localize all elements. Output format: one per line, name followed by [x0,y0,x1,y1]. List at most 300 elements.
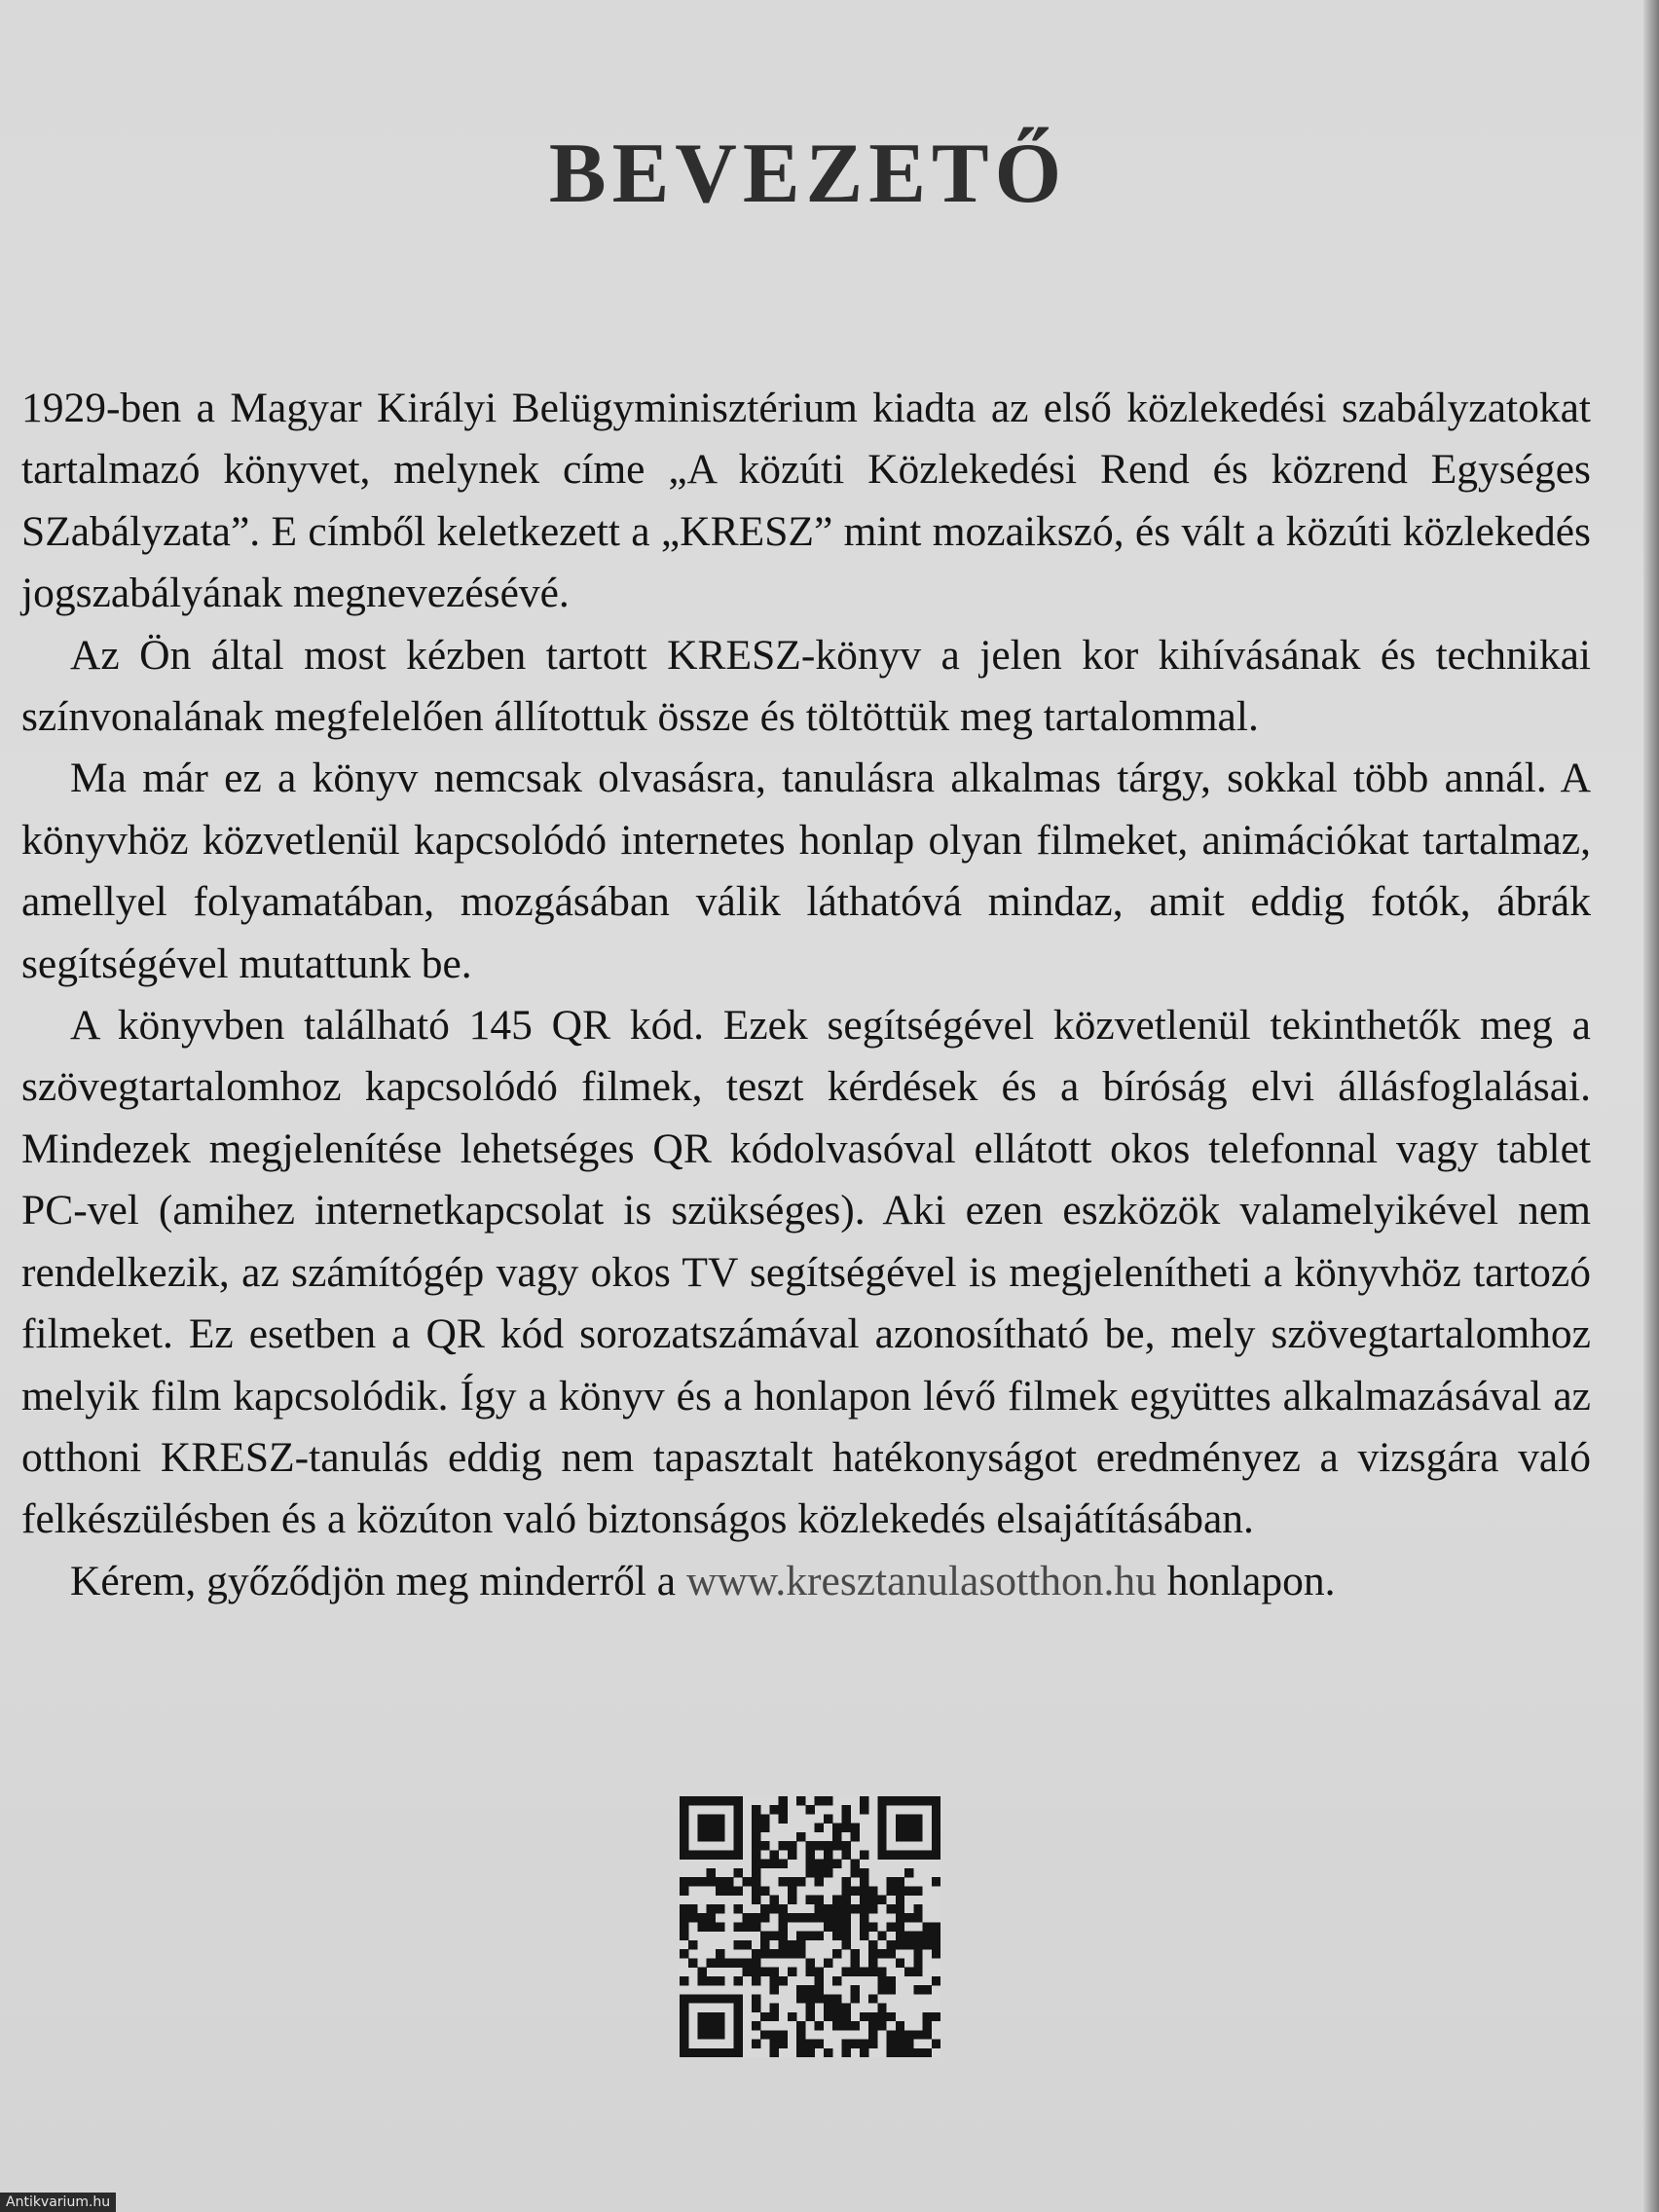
qr-module [707,1913,716,1922]
qr-module [860,1968,868,1976]
qr-module [841,1932,850,1940]
qr-module [815,1913,824,1922]
qr-module [923,2048,932,2057]
qr-module [923,1940,932,1949]
body-text [21,378,1591,1612]
qr-module [680,1850,688,1859]
qr-module [707,1877,716,1886]
qr-module [860,1932,868,1940]
qr-module [724,1958,733,1967]
qr-module [697,2030,706,2039]
qr-module [680,1814,688,1823]
qr-module [841,1896,850,1904]
qr-module [877,1850,886,1859]
qr-module [697,1976,706,1985]
qr-module [680,1976,688,1985]
qr-module [851,1886,860,1895]
qr-module [733,2040,742,2048]
qr-module [860,1886,868,1895]
qr-module [841,2021,850,2030]
qr-module [868,1922,877,1931]
qr-module [805,1958,814,1967]
qr-module [841,2012,850,2021]
qr-module [697,1824,706,1832]
qr-module [841,1841,850,1850]
qr-module [680,1805,688,1814]
qr-module [851,1824,860,1832]
qr-module [733,1796,742,1805]
qr-module [752,1949,760,1958]
qr-module [896,1824,904,1832]
qr-module [904,1850,913,1859]
qr-module [779,1841,788,1850]
qr-module [805,1868,814,1877]
qr-module [752,2021,760,2030]
qr-module [815,1994,824,2003]
qr-module [688,1994,697,2003]
qr-module [877,2021,886,2030]
qr-module [707,1824,716,1832]
qr-module [841,1904,850,1913]
qr-module [932,1940,940,1949]
qr-module [788,1841,796,1850]
qr-module [841,1805,850,1814]
qr-module [815,1896,824,1904]
qr-module [860,1904,868,1913]
qr-module [805,1968,814,1976]
qr-module [716,1994,724,2003]
qr-module [932,1805,940,1814]
qr-module [680,1932,688,1940]
qr-module [851,1958,860,1967]
page-title: BEVEZETŐ [548,127,1068,221]
qr-module [923,1932,932,1940]
qr-module [697,1832,706,1841]
qr-module [913,1949,922,1958]
qr-module [733,1886,742,1895]
qr-module [877,1976,886,1985]
qr-module [733,1824,742,1832]
qr-module [896,1958,904,1967]
qr-module [688,1958,697,1967]
qr-module [733,1868,742,1877]
qr-module [743,1940,752,1949]
qr-module [887,1850,896,1859]
qr-module [779,1932,788,1940]
qr-module [932,1841,940,1850]
qr-module [796,1877,805,1886]
qr-module [733,1922,742,1931]
qr-module [887,2040,896,2048]
qr-module [887,1949,896,1958]
qr-module [788,1940,796,1949]
qr-module [779,2040,788,2048]
qr-module [841,1814,850,1823]
qr-module [779,1805,788,1814]
qr-module [832,1841,841,1850]
qr-module [716,1949,724,1958]
qr-module [824,1994,832,2003]
qr-module [724,1850,733,1859]
qr-module [832,1860,841,1868]
qr-module [832,1932,841,1940]
qr-module [779,1913,788,1922]
qr-module [860,1913,868,1922]
qr-module [904,1824,913,1832]
qr-module [923,2021,932,2030]
qr-module [913,1832,922,1841]
qr-module [896,2021,904,2030]
qr-module [688,1877,697,1886]
qr-module [860,1896,868,1904]
qr-module [733,1976,742,1985]
qr-module [805,1841,814,1850]
qr-module [877,2004,886,2012]
qr-module [760,1814,769,1823]
qr-module [841,1940,850,1949]
qr-module [932,1832,940,1841]
qr-module [896,1922,904,1931]
qr-module [707,1958,716,1967]
qr-module [824,1922,832,1931]
qr-module [841,1922,850,1931]
qr-module [896,1796,904,1805]
qr-module [841,1913,850,1922]
qr-module [832,1832,841,1841]
qr-module [860,2040,868,2048]
qr-module [887,2048,896,2057]
qr-module [913,1814,922,1823]
qr-module [841,2040,850,2048]
qr-module [805,1896,814,1904]
qr-module [680,1841,688,1850]
qr-module [832,1994,841,2003]
qr-module [868,1940,877,1949]
qr-module [680,2012,688,2021]
qr-module [860,1877,868,1886]
qr-module [796,1796,805,1805]
qr-module [733,1841,742,1850]
qr-module [815,1877,824,1886]
qr-module [932,1814,940,1823]
qr-module [896,2040,904,2048]
qr-module [680,1886,688,1895]
qr-module [760,1886,769,1895]
qr-module [877,1841,886,1850]
qr-module [851,2021,860,2030]
qr-module [760,1841,769,1850]
qr-module [769,1985,778,1994]
qr-module [697,1994,706,2003]
qr-module [824,2048,832,2057]
qr-module [904,1940,913,1949]
qr-module [779,1922,788,1931]
qr-module [779,1940,788,1949]
qr-module [680,1877,688,1886]
qr-module [788,1886,796,1895]
qr-module [779,1949,788,1958]
qr-module [815,1976,824,1985]
qr-module [688,1796,697,1805]
qr-module [697,1850,706,1859]
qr-module [932,1976,940,1985]
qr-module [923,2030,932,2039]
qr-module [815,1904,824,1913]
website-link[interactable]: www.kresztanulasotthon.hu [685,1557,1157,1604]
qr-module [796,2040,805,2048]
qr-module [716,1904,724,1913]
qr-module [796,1932,805,1940]
qr-module [724,1796,733,1805]
qr-module [697,2012,706,2021]
qr-module [932,1932,940,1940]
qr-module [832,1913,841,1922]
qr-module [752,1896,760,1904]
qr-module [805,1860,814,1868]
qr-module [752,1850,760,1859]
qr-module [752,1805,760,1814]
qr-module [769,2048,778,2057]
qr-module [824,2012,832,2021]
qr-module [913,1985,922,1994]
qr-module [796,1913,805,1922]
qr-module [796,2030,805,2039]
qr-module [760,2030,769,2039]
qr-module [913,1796,922,1805]
qr-module [769,1976,778,1985]
qr-module [868,1896,877,1904]
qr-module [904,2040,913,2048]
qr-module [760,1824,769,1832]
qr-module [796,1994,805,2003]
qr-module [707,1922,716,1931]
qr-module [877,1814,886,1823]
qr-module [752,1958,760,1967]
qr-module [887,1886,896,1895]
qr-module [680,1904,688,1913]
qr-module [707,1994,716,2003]
qr-module [733,2004,742,2012]
qr-module [760,2012,769,2021]
qr-module [932,1850,940,1859]
qr-module [860,1922,868,1931]
qr-module [932,1949,940,1958]
qr-module [887,1976,896,1985]
qr-module [904,1814,913,1823]
qr-module [697,1922,706,1931]
qr-module [743,1968,752,1976]
qr-module [733,1814,742,1823]
qr-module [752,1886,760,1895]
qr-module [805,2012,814,2021]
qr-module [752,1814,760,1823]
qr-module [779,1877,788,1886]
qr-module [788,1913,796,1922]
qr-module [769,1932,778,1940]
qr-module [752,1994,760,2003]
qr-module [824,1850,832,1859]
qr-module [716,1850,724,1859]
qr-module [680,2021,688,2030]
qr-module [733,2012,742,2021]
qr-module [707,1796,716,1805]
qr-module [832,1949,841,1958]
qr-module [868,1904,877,1913]
qr-module [688,1913,697,1922]
qr-module [896,2030,904,2039]
qr-module [688,1940,697,1949]
qr-module [887,1985,896,1994]
page-edge-shadow [1643,0,1659,2212]
qr-module [860,1796,868,1805]
qr-module [743,1913,752,1922]
qr-module [860,1868,868,1877]
qr-module [851,1868,860,1877]
qr-module [752,2040,760,2048]
qr-module [752,1922,760,1931]
qr-module [913,1913,922,1922]
qr-module [769,1949,778,1958]
qr-module [851,1832,860,1841]
qr-module [724,1994,733,2003]
qr-module [752,1976,760,1985]
qr-module [680,1994,688,2003]
qr-module [733,1958,742,1967]
qr-module [841,1968,850,1976]
qr-module [832,2004,841,2012]
qr-module [716,1877,724,1886]
qr-module [697,1913,706,1922]
qr-module [877,1932,886,1940]
qr-module [832,1824,841,1832]
qr-module [760,1904,769,1913]
qr-module [788,1850,796,1859]
qr-module [805,2048,814,2057]
qr-module [752,1824,760,1832]
qr-module [932,2012,940,2021]
qr-module [716,1958,724,1967]
qr-module [815,1796,824,1805]
qr-module [877,2012,886,2021]
qr-module [680,2048,688,2057]
qr-module [815,1860,824,1868]
qr-module [752,1913,760,1922]
qr-module [697,1796,706,1805]
qr-module [923,1850,932,1859]
qr-module [724,2048,733,2057]
qr-module [841,2048,850,2057]
qr-module [841,1824,850,1832]
qr-module [796,1832,805,1841]
qr-module [796,1985,805,1994]
qr-module [752,1860,760,1868]
qr-module [688,1904,697,1913]
qr-module [904,2048,913,2057]
qr-module [716,1832,724,1841]
qr-module [760,1932,769,1940]
qr-module [904,1886,913,1895]
qr-module [743,1922,752,1931]
qr-module [815,1824,824,1832]
qr-module [923,1796,932,1805]
qr-module [896,1896,904,1904]
qr-module [932,1796,940,1805]
qr-module [913,1932,922,1940]
qr-module [733,1805,742,1814]
qr-module [680,2004,688,2012]
qr-module [805,1850,814,1859]
qr-module [752,2004,760,2012]
qr-code-icon [680,1796,940,2057]
qr-module [733,1904,742,1913]
qr-module [896,1814,904,1823]
qr-module [769,1850,778,1859]
qr-module [851,1904,860,1913]
qr-module [913,1940,922,1949]
qr-module [824,1868,832,1877]
qr-module [779,1796,788,1805]
qr-module [796,1940,805,1949]
paragraph-4: A könyvben található 145 QR kód. Ezek segítségével közvetlenül tekinthetők meg a szövegtartalomhoz kapcsolódó filmek, teszt kérdések és a bíróság elvi állásfoglalásai. Mindezek megjelenítése lehetséges QR kódolvasóval ellátott okos telefonnal vagy tablet PC-vel (amihez internetkapcsolat is szükséges). Aki ezen eszközök valamelyikével nem rendelkezik, az számítógép vagy okos TV segítségével is megjelenítheti a könyvhöz tartozó filmeket. Ez esetben a QR kód sorozatszámával azonosítható be, mely szövegtartalomhoz melyik film kapcsolódik. Így a könyv és a honlapon lévő filmek együttes alkalmazásával az otthoni KRESZ-tanulás eddig nem tapasztalt hatékonyságot eredményez a vizsgára való felkészülésben és a közúton való biztonságos közlekedés elsajátításában. [21,1002,1591,1543]
qr-module [733,2021,742,2030]
paragraph-3: Ma már ez a könyv nemcsak olvasásra, tanulásra alkalmas tárgy, sokkal több annál. A könyvhöz közvetlenül kapcsolódó internetes honlap olyan filmeket, animációkat tartalmaz, amellyel folyamatában, mozgásában válik láthatóvá mindaz, amit eddig fotók, ábrák segítségével mutattunk be. [21,755,1591,987]
qr-module [877,1968,886,1976]
qr-module [841,1886,850,1895]
qr-module [680,2030,688,2039]
qr-module [832,2021,841,2030]
qr-module [887,2012,896,2021]
qr-module [904,1913,913,1922]
qr-module [841,1850,850,1859]
qr-module [680,1832,688,1841]
qr-module [832,1922,841,1931]
qr-module [688,1850,697,1859]
qr-module [697,1814,706,1823]
qr-module [932,1824,940,1832]
qr-module [752,1832,760,1841]
qr-module [707,1976,716,1985]
qr-module [769,2012,778,2021]
qr-module [716,1922,724,1931]
qr-module [697,1968,706,1976]
qr-module [832,1904,841,1913]
qr-module [815,1868,824,1877]
qr-module [904,1796,913,1805]
qr-module [824,1841,832,1850]
qr-module [913,1850,922,1859]
qr-module [851,1968,860,1976]
qr-module [887,1796,896,1805]
qr-module [805,1994,814,2003]
qr-module [805,2040,814,2048]
qr-module [815,2040,824,2048]
qr-module [815,1968,824,1976]
qr-module [887,1940,896,1949]
closing-text-before: Kérem, győződjön meg minderről a [70,1557,686,1604]
qr-module [788,1877,796,1886]
qr-module [707,1814,716,1823]
qr-module [868,2021,877,2030]
qr-module [815,2021,824,2030]
qr-module [868,1886,877,1895]
qr-module [697,1877,706,1886]
qr-module [760,1860,769,1868]
qr-module [805,1805,814,1814]
qr-module [733,2048,742,2057]
qr-module [904,2030,913,2039]
qr-module [896,1940,904,1949]
qr-module [752,1968,760,1976]
